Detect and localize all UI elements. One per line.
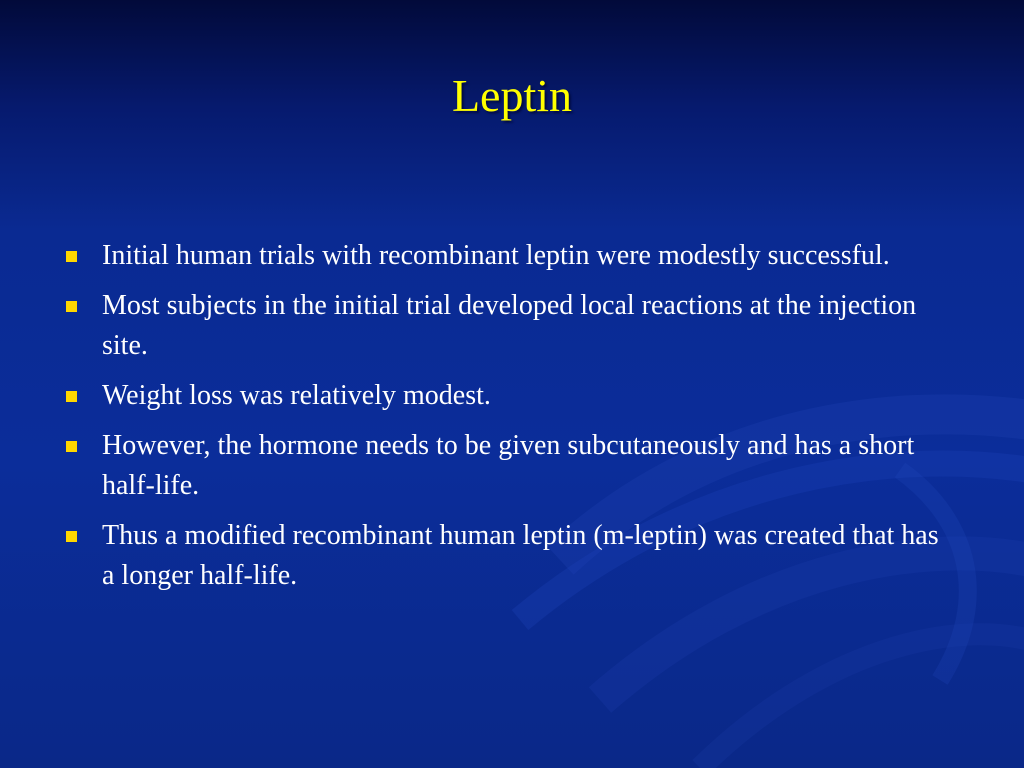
bullet-item [62,516,942,596]
bullet-list [62,236,942,606]
bullet-text: Weight loss was relatively modest. [102,380,491,411]
bullet-text: However, the hormone needs to be given subcutaneously and has a short half-life. [102,430,915,501]
square-bullet-icon [66,441,77,452]
bullet-item [62,236,942,276]
bullet-text: Thus a modified recombinant human leptin (m-leptin) was created that has a longer half-life. [102,520,939,591]
square-bullet-icon [66,301,77,312]
square-bullet-icon [66,391,77,402]
bullet-item [62,376,942,416]
bullet-text: Most subjects in the initial trial developed local reactions at the injection site. [102,290,917,361]
bullet-text: Initial human trials with recombinant leptin were modestly successful. [102,240,890,271]
square-bullet-icon [66,251,77,262]
square-bullet-icon [66,531,77,542]
slide-title: Leptin [451,70,573,121]
bullet-item [62,286,942,366]
bullet-item [62,426,942,506]
